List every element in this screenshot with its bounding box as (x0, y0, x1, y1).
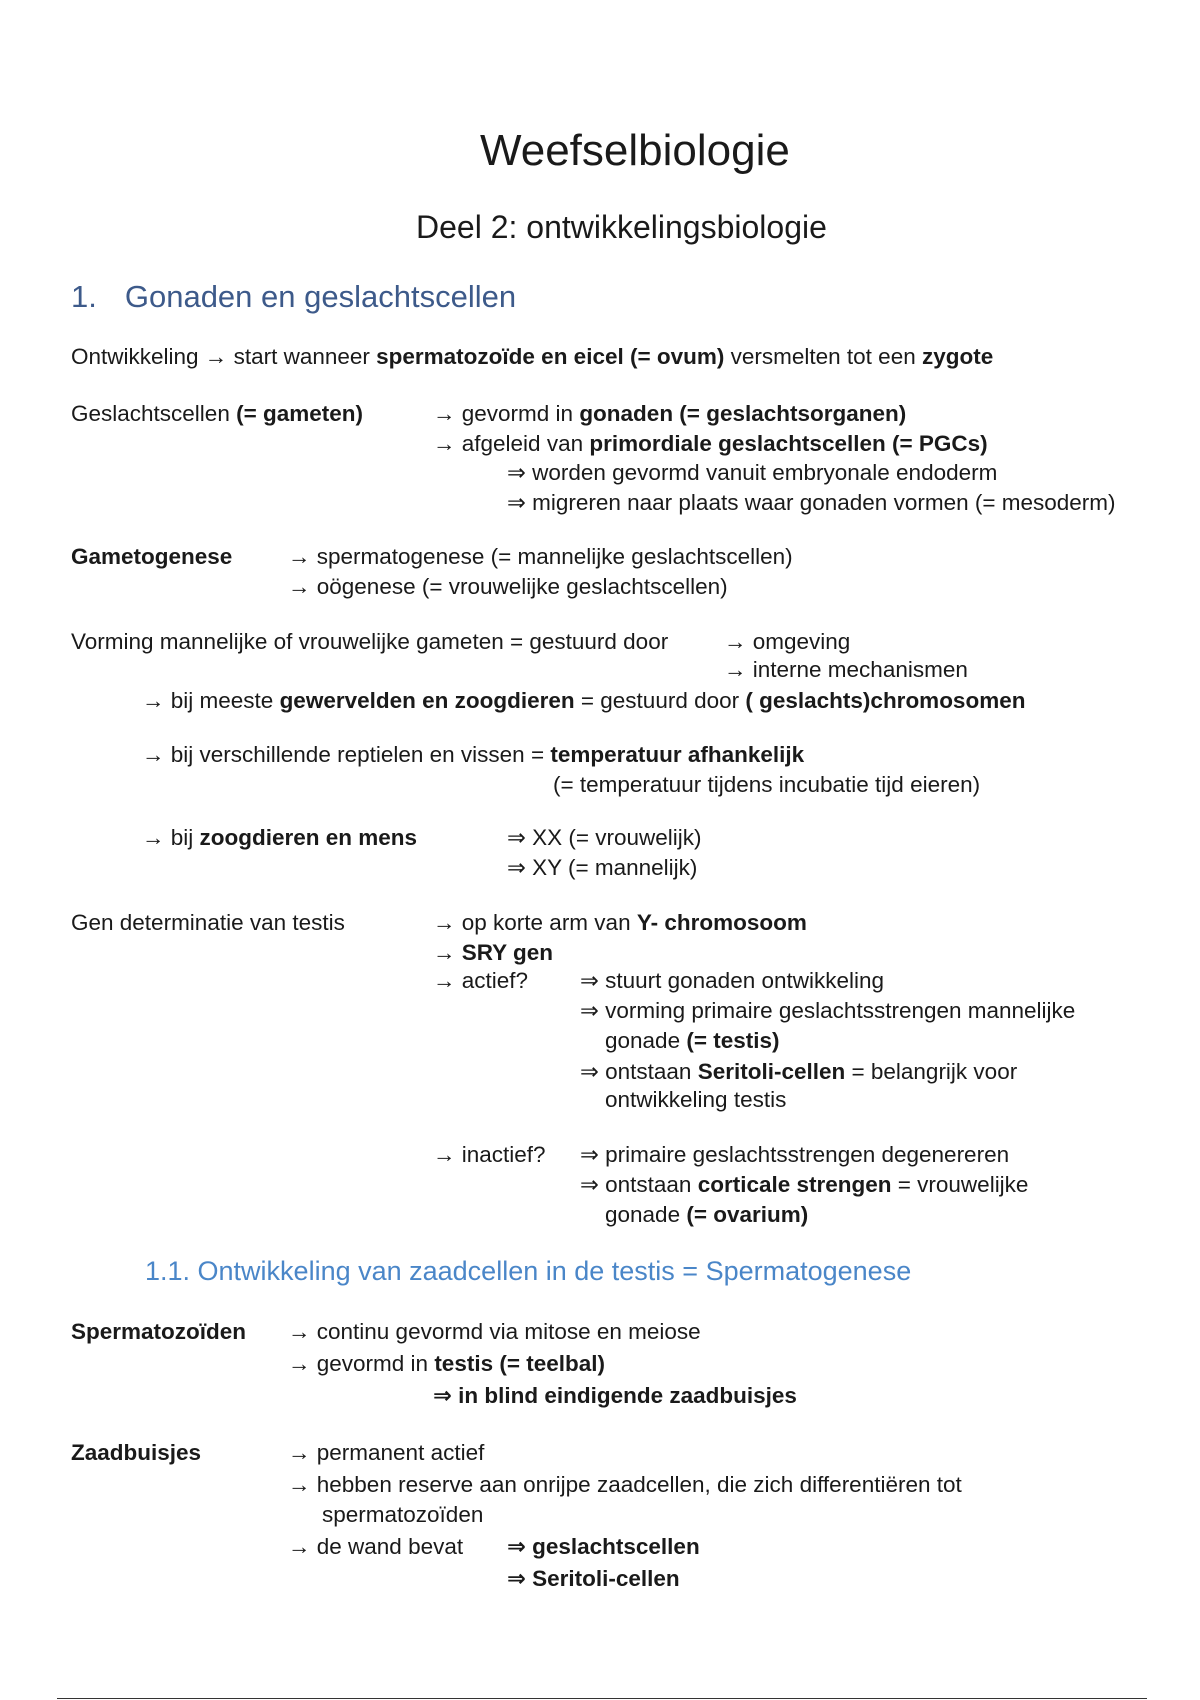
section-heading-1 (71, 277, 516, 317)
gametogenese-line: → oögenese (= vrouwelijke geslachtscellen) (288, 574, 728, 599)
gen-inactief-line: ⇒ primaire geslachtsstrengen degenereren (580, 1142, 1010, 1167)
gen-inactief-line: gonade (= ovarium) (605, 1202, 809, 1227)
zaadbuisjes-subline: ⇒ geslachtscellen (507, 1534, 700, 1559)
zaadbuisjes-line: → permanent actief (288, 1440, 485, 1465)
vorming-right: ⇒ XX (= vrouwelijk) (507, 825, 702, 850)
vorming-line: → bij meeste gewervelden en zoogdieren = gestuurd door ( geslachts)chromosomen (142, 688, 1026, 713)
spermatozoiden-line: → continu gevormd via mitose en meiose (288, 1319, 701, 1344)
gen-line: → op korte arm van Y- chromosoom (433, 910, 807, 935)
zaadbuisjes-line: spermatozoïden (322, 1502, 484, 1527)
geslachtscellen-subline: ⇒ worden gevormd vanuit embryonale endoderm (507, 460, 998, 485)
spermatozoiden-label: Spermatozoïden (71, 1319, 247, 1344)
gen-label: Gen determinatie van testis (71, 910, 345, 935)
vorming-right: ⇒ XY (= mannelijk) (507, 855, 698, 880)
section-heading-1-1: 1.1. Ontwikkeling van zaadcellen in de testis = Spermatogenese (145, 1256, 912, 1286)
geslachtscellen-subline: ⇒ migreren naar plaats waar gonaden vormen (= mesoderm) (507, 490, 1116, 515)
gen-line: → SRY gen (433, 940, 554, 965)
page-title: Weefselbiologie (480, 126, 790, 175)
zaadbuisjes-line: → hebben reserve aan onrijpe zaadcellen, die zich differentiëren tot (288, 1472, 962, 1497)
ontwikkeling-line: Ontwikkeling → start wanneer spermatozoïde en eicel (= ovum) versmelten tot een zygote (71, 344, 994, 369)
gametogenese-line: → spermatogenese (= mannelijke geslachtscellen) (288, 544, 793, 569)
vorming-line: → bij zoogdieren en mens (142, 825, 418, 850)
zaadbuisjes-label: Zaadbuisjes (71, 1440, 202, 1465)
geslachtscellen-line: → afgeleid van primordiale geslachtscellen (= PGCs) (433, 431, 988, 456)
gen-inactief-line: ⇒ ontstaan corticale strengen = vrouwelijke (580, 1172, 1029, 1197)
section-title: Gonaden en geslachtscellen (124, 279, 517, 314)
page-subtitle: Deel 2: ontwikkelingsbiologie (416, 209, 827, 245)
vorming-right: → interne mechanismen (724, 657, 968, 682)
spermatozoiden-line: → gevormd in testis (= teelbal) (288, 1351, 605, 1376)
section-number: 1. (71, 279, 97, 314)
vorming-subline: (= temperatuur tijdens incubatie tijd eieren) (553, 772, 981, 797)
gen-actief-line: ⇒ vorming primaire geslachtsstrengen mannelijke (580, 998, 1076, 1023)
gametogenese-label: Gametogenese (71, 544, 233, 569)
zaadbuisjes-subline: ⇒ Seritoli-cellen (507, 1566, 680, 1591)
vorming-line: Vorming mannelijke of vrouwelijke gameten = gestuurd door (71, 629, 669, 654)
geslachtscellen-label: Geslachtscellen (= gameten) (71, 401, 363, 426)
vorming-line: → bij verschillende reptielen en vissen = temperatuur afhankelijk (142, 742, 805, 767)
geslachtscellen-line: → gevormd in gonaden (= geslachtsorganen) (433, 401, 907, 426)
gen-actief-label: → actief? (433, 968, 529, 993)
gen-actief-line: ⇒ ontstaan Seritoli-cellen = belangrijk voor (580, 1059, 1018, 1084)
gen-actief-line: ontwikkeling testis (605, 1087, 787, 1112)
gen-inactief-label: → inactief? (433, 1142, 546, 1167)
bottom-divider (57, 1698, 1147, 1699)
zaadbuisjes-line: → de wand bevat (288, 1534, 464, 1559)
gen-actief-line: ⇒ stuurt gonaden ontwikkeling (580, 968, 885, 993)
gen-actief-line: gonade (= testis) (605, 1028, 780, 1053)
spermatozoiden-subline: ⇒ in blind eindigende zaadbuisjes (433, 1383, 797, 1408)
vorming-right: → omgeving (724, 629, 851, 654)
